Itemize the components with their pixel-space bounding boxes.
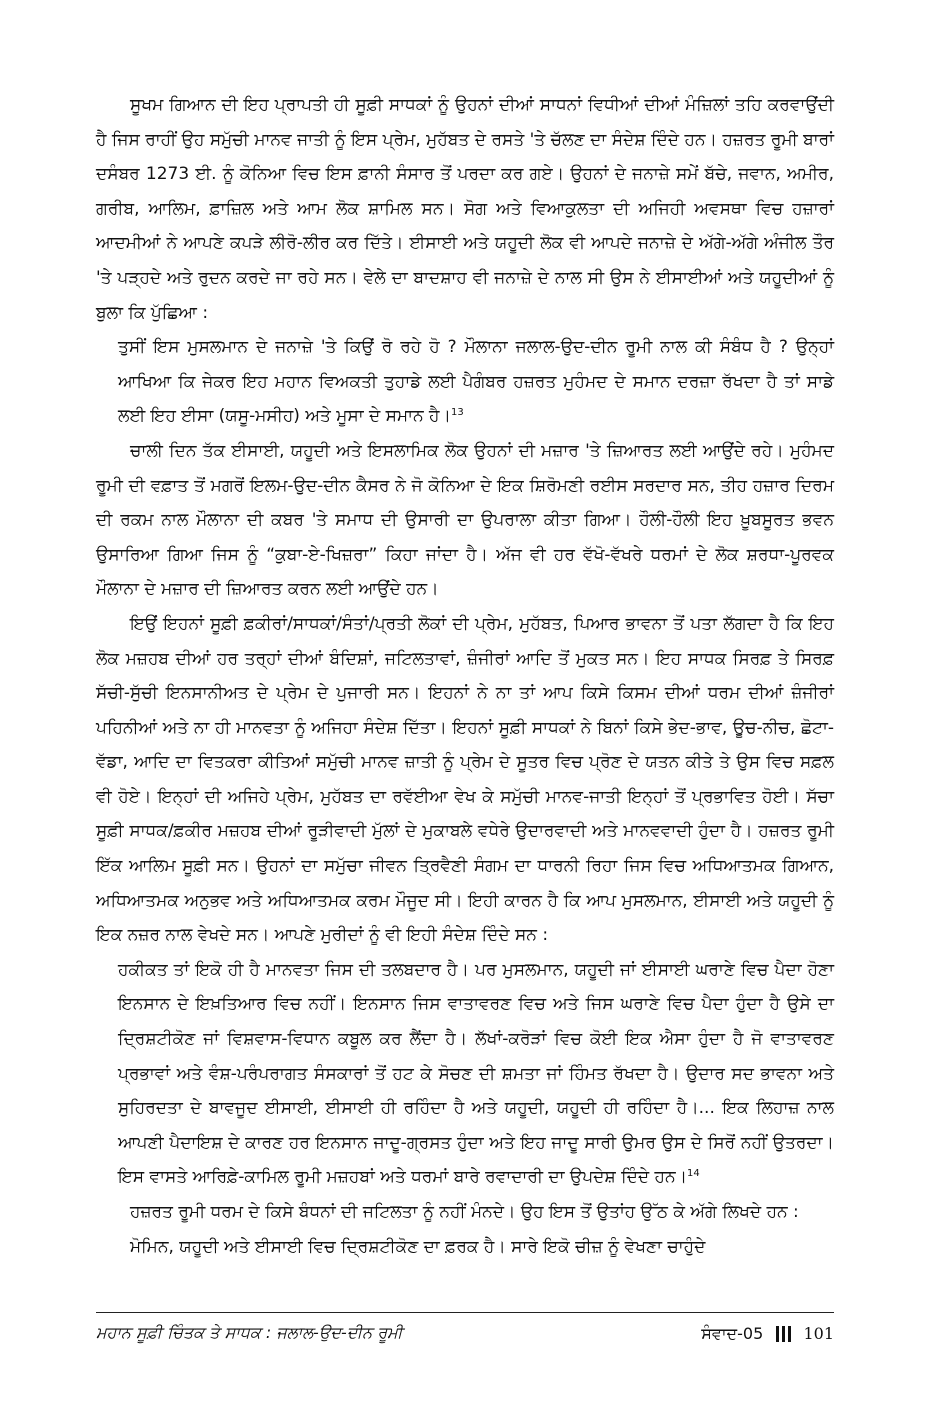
block-quote [118, 953, 834, 1195]
body-paragraph: ਸੂਖਮ ਗਿਆਨ ਦੀ ਇਹ ਪ੍ਰਾਪਤੀ ਹੀ ਸੂਫ਼ੀ ਸਾਧਕਾਂ ਨੂੰ ਉਹਨਾਂ ਦੀਆਂ ਸਾਧਨਾਂ ਵਿਧੀਆਂ ਦੀਆਂ ਮੰਜ਼ਿਲਾਂ ਤਹਿ ਕਰਵਾਉਂਦੀ ਹੈ ਜਿਸ ਰਾਹੀਂ ਉਹ ਸਮੁੱਚੀ ਮਾਨਵ ਜਾਤੀ ਨੂੰ ਇਸ ਪ੍ਰੇਮ, ਮੁਹੱਬਤ ਦੇ ਰਸਤੇ 'ਤੇ ਚੱਲਣ ਦਾ ਸੰਦੇਸ਼ ਦਿੰਦੇ ਹਨ। ਹਜ਼ਰਤ ਰੂਮੀ ਬਾਰਾਂ ਦਸੰਬਰ 1273 ਈ. ਨੂੰ ਕੋਨਿਆ ਵਿਚ ਇਸ ਫ਼ਾਨੀ ਸੰਸਾਰ ਤੋਂ ਪਰਦਾ ਕਰ ਗਏ। ਉਹਨਾਂ ਦੇ ਜਨਾਜ਼ੇ ਸਮੇਂ ਬੱਚੇ, ਜਵਾਨ, ਅਮੀਰ, ਗਰੀਬ, ਆਲਿਮ, ਫ਼ਾਜ਼ਿਲ ਅਤੇ ਆਮ ਲੋਕ ਸ਼ਾਮਿਲ ਸਨ। ਸੋਗ ਅਤੇ ਵਿਆਕੁਲਤਾ ਦੀ ਅਜਿਹੀ ਅਵਸਥਾ ਵਿਚ ਹਜ਼ਾਰਾਂ ਆਦਮੀਆਂ ਨੇ ਆਪਣੇ ਕਪੜੇ ਲੀਰੋ-ਲੀਰ ਕਰ ਦਿੱਤੇ। ਈਸਾਈ ਅਤੇ ਯਹੂਦੀ ਲੋਕ ਵੀ ਆਪਦੇ ਜਨਾਜ਼ੇ ਦੇ ਅੱਗੇ-ਅੱਗੇ ਅੰਜੀਲ ਤੌਰ 'ਤੇ ਪੜ੍ਹਦੇ ਅਤੇ ਰੁਦਨ ਕਰਦੇ ਜਾ ਰਹੇ ਸਨ। ਵੇਲੇ ਦਾ ਬਾਦਸ਼ਾਹ ਵੀ ਜਨਾਜ਼ੇ ਦੇ ਨਾਲ ਸੀ ਉਸ ਨੇ ਈਸਾਈਆਂ ਅਤੇ ਯਹੂਦੀਆਂ ਨੂੰ ਬੁਲਾ ਕਿ ਪੁੱਛਿਆ : [96, 95, 834, 323]
footer-divider [96, 1312, 834, 1313]
issue-label: ਸੰਵਾਦ-05 [701, 1323, 764, 1343]
footnote-marker: 13 [450, 407, 464, 419]
body-paragraph: ਹਜ਼ਰਤ ਰੂਮੀ ਧਰਮ ਦੇ ਕਿਸੇ ਬੰਧਨਾਂ ਦੀ ਜਟਿਲਤਾ ਨੂੰ ਨਹੀਂ ਮੰਨਦੇ। ਉਹ ਇਸ ਤੋਂ ਉਤਾਂਹ ਉੱਠ ਕੇ ਅੱਗੇ ਲਿਖਦੇ ਹਨ : [130, 1202, 799, 1222]
footnote-marker: 14 [687, 1168, 700, 1180]
page-number: 101 [803, 1323, 834, 1343]
body-paragraph: ਇਉਂ ਇਹਨਾਂ ਸੂਫ਼ੀ ਫ਼ਕੀਰਾਂ/ਸਾਧਕਾਂ/ਸੰਤਾਂ/ਪ੍ਰਤੀ ਲੋਕਾਂ ਦੀ ਪ੍ਰੇਮ, ਮੁਹੱਬਤ, ਪਿਆਰ ਭਾਵਨਾ ਤੋਂ ਪਤਾ ਲੱਗਦਾ ਹੈ ਕਿ ਇਹ ਲੋਕ ਮਜ਼ਹਬ ਦੀਆਂ ਹਰ ਤਰ੍ਹਾਂ ਦੀਆਂ ਬੰਦਿਸ਼ਾਂ, ਜਟਿਲਤਾਵਾਂ, ਜ਼ੰਜੀਰਾਂ ਆਦਿ ਤੋਂ ਮੁਕਤ ਸਨ। ਇਹ ਸਾਧਕ ਸਿਰਫ਼ ਤੇ ਸਿਰਫ਼ ਸੱਚੀ-ਸੁੱਚੀ ਇਨਸਾਨੀਅਤ ਦੇ ਪ੍ਰੇਮ ਦੇ ਪੁਜਾਰੀ ਸਨ। ਇਹਨਾਂ ਨੇ ਨਾ ਤਾਂ ਆਪ ਕਿਸੇ ਕਿਸਮ ਦੀਆਂ ਧਰਮ ਦੀਆਂ ਜ਼ੰਜੀਰਾਂ ਪਹਿਨੀਆਂ ਅਤੇ ਨਾ ਹੀ ਮਾਨਵਤਾ ਨੂੰ ਅਜਿਹਾ ਸੰਦੇਸ਼ ਦਿੱਤਾ। ਇਹਨਾਂ ਸੂਫ਼ੀ ਸਾਧਕਾਂ ਨੇ ਬਿਨਾਂ ਕਿਸੇ ਭੇਦ-ਭਾਵ, ਊਚ-ਨੀਚ, ਛੋਟਾ-ਵੱਡਾ, ਆਦਿ ਦਾ ਵਿਤਕਰਾ ਕੀਤਿਆਂ ਸਮੁੱਚੀ ਮਾਨਵ ਜ਼ਾਤੀ ਨੂੰ ਪ੍ਰੇਮ ਦੇ ਸੂਤਰ ਵਿਚ ਪ੍ਰੋਣ ਦੇ ਯਤਨ ਕੀਤੇ ਤੇ ਉਸ ਵਿਚ ਸਫ਼ਲ ਵੀ ਹੋਏ। ਇਨ੍ਹਾਂ ਦੀ ਅਜਿਹੇ ਪ੍ਰੇਮ, ਮੁਹੱਬਤ ਦਾ ਰਵੱਈਆ ਵੇਖ ਕੇ ਸਮੁੱਚੀ ਮਾਨਵ-ਜਾਤੀ ਇਨ੍ਹਾਂ ਤੋਂ ਪ੍ਰਭਾਵਿਤ ਹੋਈ। ਸੱਚਾ ਸੂਫ਼ੀ ਸਾਧਕ/ਫ਼ਕੀਰ ਮਜ਼ਹਬ ਦੀਆਂ ਰੂੜੀਵਾਦੀ ਮੁੱਲਾਂ ਦੇ ਮੁਕਾਬਲੇ ਵਧੇਰੇ ਉਦਾਰਵਾਦੀ ਅਤੇ ਮਾਨਵਵਾਦੀ ਹੁੰਦਾ ਹੈ। ਹਜ਼ਰਤ ਰੂਮੀ ਇੱਕ ਆਲਿਮ ਸੂਫ਼ੀ ਸਨ। ਉਹਨਾਂ ਦਾ ਸਮੁੱਚਾ ਜੀਵਨ ਤ੍ਰਿਵੈਣੀ ਸੰਗਮ ਦਾ ਧਾਰਨੀ ਰਿਹਾ ਜਿਸ ਵਿਚ ਅਧਿਆਤਮਕ ਗਿਆਨ, ਅਧਿਆਤਮਕ ਅਨੁਭਵ ਅਤੇ ਅਧਿਆਤਮਕ ਕਰਮ ਮੌਜੂਦ ਸੀ। ਇਹੀ ਕਾਰਨ ਹੈ ਕਿ ਆਪ ਮੁਸਲਮਾਨ, ਈਸਾਈ ਅਤੇ ਯਹੂਦੀ ਨੂੰ ਇਕ ਨਜ਼ਰ ਨਾਲ ਵੇਖਦੇ ਸਨ। ਆਪਣੇ ਮੁਰੀਦਾਂ ਨੂੰ ਵੀ ਇਹੀ ਸੰਦੇਸ਼ ਦਿੰਦੇ ਸਨ : [96, 613, 834, 946]
quote-text: ਹਕੀਕਤ ਤਾਂ ਇਕੋ ਹੀ ਹੈ ਮਾਨਵਤਾ ਜਿਸ ਦੀ ਤਲਬਦਾਰ ਹੈ। ਪਰ ਮੁਸਲਮਾਨ, ਯਹੂਦੀ ਜਾਂ ਈਸਾਈ ਘਰਾਣੇ ਵਿਚ ਪੈਦਾ ਹੋਣਾ ਇਨਸਾਨ ਦੇ ਇਖ਼ਤਿਆਰ ਵਿਚ ਨਹੀਂ। ਇਨਸਾਨ ਜਿਸ ਵਾਤਾਵਰਣ ਵਿਚ ਅਤੇ ਜਿਸ ਘਰਾਣੇ ਵਿਚ ਪੈਦਾ ਹੁੰਦਾ ਹੈ ਉਸੇ ਦਾ ਦ੍ਰਿਸ਼ਟੀਕੋਣ ਜਾਂ ਵਿਸ਼ਵਾਸ-ਵਿਧਾਨ ਕਬੂਲ ਕਰ ਲੈਂਦਾ ਹੈ। ਲੱਖਾਂ-ਕਰੋੜਾਂ ਵਿਚ ਕੋਈ ਇਕ ਐਸਾ ਹੁੰਦਾ ਹੈ ਜੋ ਵਾਤਾਵਰਣ ਪ੍ਰਭਾਵਾਂ ਅਤੇ ਵੰਸ਼-ਪਰੰਪਰਾਗਤ ਸੰਸਕਾਰਾਂ ਤੋਂ ਹਟ ਕੇ ਸੋਚਣ ਦੀ ਸ਼ਮਤਾ ਜਾਂ ਹਿੰਮਤ ਰੱਖਦਾ ਹੈ। ਉਦਾਰ ਸਦ ਭਾਵਨਾ ਅਤੇ ਸੁਹਿਰਦਤਾ ਦੇ ਬਾਵਜੂਦ ਈਸਾਈ, ਈਸਾਈ ਹੀ ਰਹਿੰਦਾ ਹੈ ਅਤੇ ਯਹੂਦੀ, ਯਹੂਦੀ ਹੀ ਰਹਿੰਦਾ ਹੈ।... ਇਕ ਲਿਹਾਜ਼ ਨਾਲ ਆਪਣੀ ਪੈਦਾਇਸ਼ ਦੇ ਕਾਰਣ ਹਰ ਇਨਸਾਨ ਜਾਦੂ-ਗ੍ਰਸਤ ਹੁੰਦਾ ਅਤੇ ਇਹ ਜਾਦੂ ਸਾਰੀ ਉਮਰ ਉਸ ਦੇ ਸਿਰੋਂ ਨਹੀਂ ਉਤਰਦਾ। ਇਸ ਵਾਸਤੇ ਆਰਿਫ਼ੇ-ਕਾਮਿਲ ਰੂਮੀ ਮਜ਼ਹਬਾਂ ਅਤੇ ਧਰਮਾਂ ਬਾਰੇ ਰਵਾਦਾਰੀ ਦਾ ਉਪਦੇਸ਼ ਦਿੰਦੇ ਹਨ। [118, 959, 834, 1188]
body-paragraph: ਮੋਮਿਨ, ਯਹੂਦੀ ਅਤੇ ਈਸਾਈ ਵਿਚ ਦ੍ਰਿਸ਼ਟੀਕੋਣ ਦਾ ਫ਼ਰਕ ਹੈ। ਸਾਰੇ ਇਕੋ ਚੀਜ਼ ਨੂੰ ਵੇਖਣਾ ਚਾਹੁੰਦੇ [130, 1236, 706, 1257]
footer-right [701, 1318, 834, 1349]
page-footer [96, 1318, 834, 1348]
quote-text: ਤੁਸੀਂ ਇਸ ਮੁਸਲਮਾਨ ਦੇ ਜਨਾਜ਼ੇ 'ਤੇ ਕਿਉਂ ਰੋ ਰਹੇ ਹੋ ? ਮੌਲਾਨਾ ਜਲਾਲ-ਉਦ-ਦੀਨ ਰੂਮੀ ਨਾਲ ਕੀ ਸੰਬੰਧ ਹੈ ? ਉਨ੍ਹਾਂ ਆਖਿਆ ਕਿ ਜੇਕਰ ਇਹ ਮਹਾਨ ਵਿਅਕਤੀ ਤੁਹਾਡੇ ਲਈ ਪੈਗੰਬਰ ਹਜ਼ਰਤ ਮੁਹੰਮਦ ਦੇ ਸਮਾਨ ਦਰਜ਼ਾ ਰੱਖਦਾ ਹੈ ਤਾਂ ਸਾਡੇ ਲਈ ਇਹ ਈਸਾ (ਯਸੂ-ਮਸੀਹ) ਅਤੇ ਮੂਸਾ ਦੇ ਸਮਾਨ ਹੈ। [118, 337, 834, 427]
page-body [96, 88, 834, 1264]
block-quote [118, 330, 834, 434]
bars-icon [776, 1326, 792, 1342]
running-title: ਮਹਾਨ ਸੂਫ਼ੀ ਚਿੰਤਕ ਤੇ ਸਾਧਕ : ਜਲਾਲ-ਉਦ-ਦੀਨ ਰੂਮੀ [96, 1323, 403, 1342]
body-paragraph: ਚਾਲੀ ਦਿਨ ਤੱਕ ਈਸਾਈ, ਯਹੂਦੀ ਅਤੇ ਇਸਲਾਮਿਕ ਲੋਕ ਉਹਨਾਂ ਦੀ ਮਜ਼ਾਰ 'ਤੇ ਜ਼ਿਆਰਤ ਲਈ ਆਉਂਦੇ ਰਹੇ। ਮੁਹੰਮਦ ਰੂਮੀ ਦੀ ਵਫ਼ਾਤ ਤੋਂ ਮਗਰੋਂ ਇਲਮ-ਉਦ-ਦੀਨ ਕੈਸਰ ਨੇ ਜੋ ਕੋਨਿਆ ਦੇ ਇਕ ਸ਼ਿਰੋਮਣੀ ਰਈਸ ਸਰਦਾਰ ਸਨ, ਤੀਹ ਹਜ਼ਾਰ ਦਿਰਮ ਦੀ ਰਕਮ ਨਾਲ ਮੌਲਾਨਾ ਦੀ ਕਬਰ 'ਤੇ ਸਮਾਧ ਦੀ ਉਸਾਰੀ ਦਾ ਉਪਰਾਲਾ ਕੀਤਾ ਗਿਆ। ਹੌਲੀ-ਹੌਲੀ ਇਹ ਖ਼ੂਬਸੂਰਤ ਭਵਨ ਉਸਾਰਿਆ ਗਿਆ ਜਿਸ ਨੂੰ “ਕੁਬਾ-ਏ-ਖਿਜ਼ਰਾ” ਕਿਹਾ ਜਾਂਦਾ ਹੈ। ਅੱਜ ਵੀ ਹਰ ਵੱਖੋ-ਵੱਖਰੇ ਧਰਮਾਂ ਦੇ ਲੋਕ ਸ਼ਰਧਾ-ਪੂਰਵਕ ਮੌਲਾਨਾ ਦੇ ਮਜ਼ਾਰ ਦੀ ਜ਼ਿਆਰਤ ਕਰਨ ਲਈ ਆਉਂਦੇ ਹਨ। [96, 440, 834, 600]
